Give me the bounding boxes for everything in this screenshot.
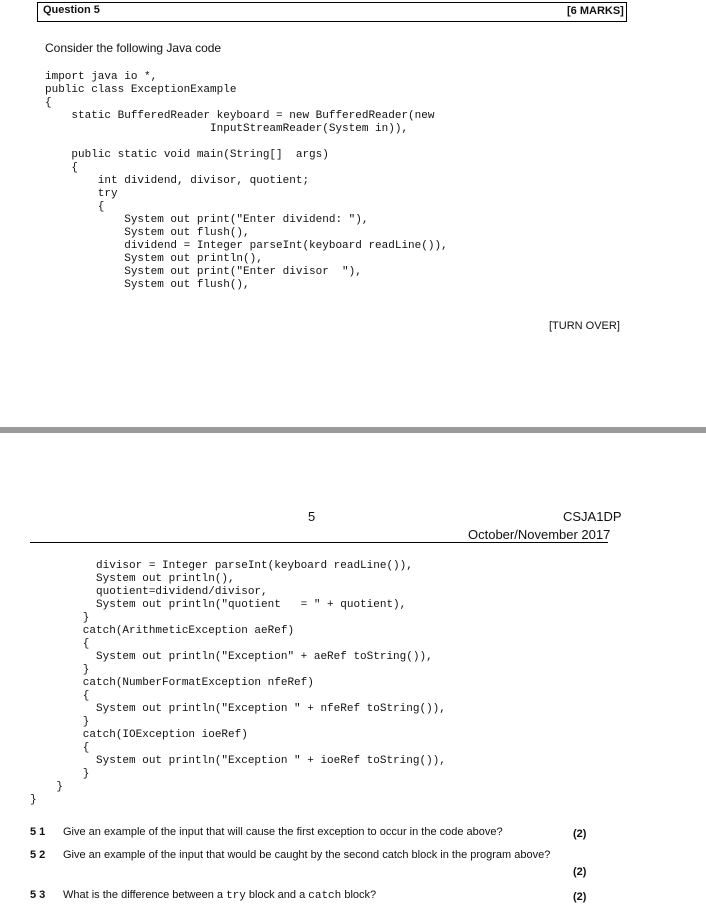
code-line: { (45, 97, 52, 109)
code-line: System out print("Enter divisor "), (45, 266, 362, 278)
inline-code: try (226, 890, 246, 902)
code-line: System out print("Enter dividend: "), (45, 214, 369, 226)
question-text (63, 889, 376, 902)
code-line: catch(IOException ioeRef) (30, 729, 248, 741)
code-line: System out println("Exception " + nfeRef toString()), (30, 703, 446, 715)
code-line: { (45, 201, 105, 213)
code-line: static BufferedReader keyboard = new BufferedReader(new (45, 110, 435, 122)
inline-code: catch (308, 890, 342, 902)
question-title: Question 5 (43, 4, 100, 16)
page-divider (0, 427, 706, 433)
code-line: { (30, 690, 90, 702)
question-text-part: What is the difference between a (63, 889, 227, 901)
code-line: { (45, 162, 79, 174)
code-line: } (30, 794, 37, 806)
question-number: 5 1 (30, 826, 46, 838)
code-line: System out println("Exception " + ioeRef toString()), (30, 755, 446, 767)
code-line: System out flush(), (45, 279, 250, 291)
code-line: System out println("quotient = " + quotient), (30, 599, 407, 611)
code-line: } (30, 612, 90, 624)
code-line: public static void main(String[] args) (45, 149, 329, 161)
question-marks-value: (2) (573, 891, 587, 903)
code-line: divisor = Integer parseInt(keyboard readLine()), (30, 560, 413, 572)
header-rule (30, 542, 608, 543)
question-text-part: block? (341, 889, 377, 901)
question-marks: [6 MARKS] (567, 5, 624, 17)
code-line: try (45, 188, 118, 200)
code-line: catch(ArithmeticException aeRef) (30, 625, 295, 637)
question-header-box (37, 2, 627, 22)
code-line: System out flush(), (45, 227, 250, 239)
code-line: System out println("Exception" + aeRef toString()), (30, 651, 433, 663)
turn-over-label: [TURN OVER] (549, 320, 620, 332)
code-line: } (30, 716, 90, 728)
code-line: dividend = Integer parseInt(keyboard readLine()), (45, 240, 448, 252)
code-line: catch(NumberFormatException nfeRef) (30, 677, 314, 689)
question-marks-value: (2) (573, 866, 587, 878)
intro-text: Consider the following Java code (45, 41, 222, 55)
page-number: 5 (308, 509, 316, 524)
code-line: System out println(), (45, 253, 263, 265)
exam-date: October/November 2017 (468, 527, 611, 542)
code-line: System out println(), (30, 573, 235, 585)
code-line: InputStreamReader(System in)), (45, 123, 409, 135)
code-line: { (30, 742, 90, 754)
question-text: Give an example of the input that will cause the first exception to occur in the code above? (63, 826, 503, 838)
code-line (45, 136, 448, 149)
code-block-page1 (45, 71, 448, 292)
question-number: 5 2 (30, 849, 46, 861)
code-block-page2 (30, 560, 446, 807)
code-line: quotient=dividend/divisor, (30, 586, 268, 598)
code-line: int dividend, divisor, quotient; (45, 175, 310, 187)
code-line: public class ExceptionExample (45, 84, 237, 96)
code-line: } (30, 781, 64, 793)
question-text-part: block and a (245, 889, 309, 901)
code-line: import java io *, (45, 71, 158, 83)
code-line: } (30, 768, 90, 780)
question-number: 5 3 (30, 889, 46, 901)
question-marks-value: (2) (573, 828, 587, 840)
code-line: } (30, 664, 90, 676)
question-text: Give an example of the input that would be caught by the second catch block in the program above? (63, 849, 551, 861)
course-code: CSJA1DP (563, 509, 622, 524)
code-line: { (30, 638, 90, 650)
